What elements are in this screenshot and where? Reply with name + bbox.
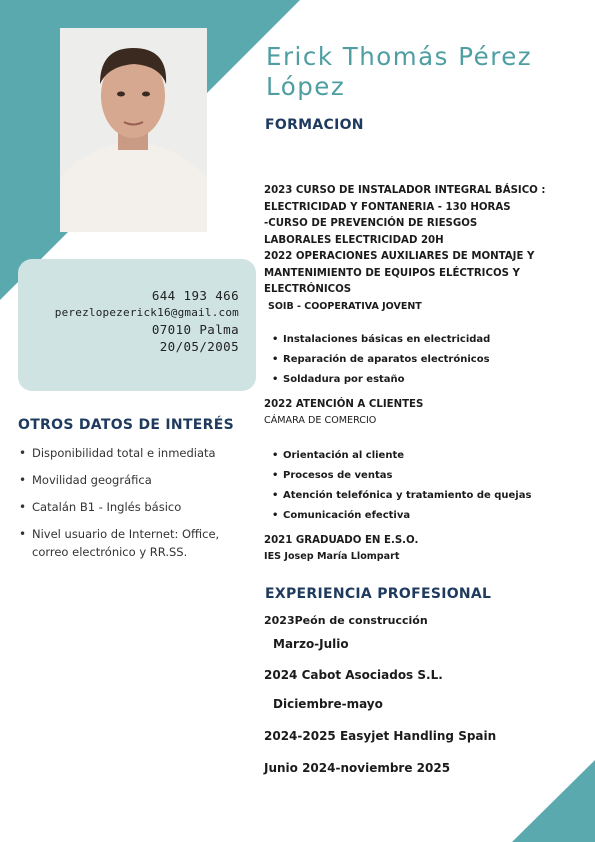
formacion-line: -CURSO DE PREVENCIÓN DE RIESGOS	[264, 218, 478, 229]
formacion-line: 2023 CURSO DE INSTALADOR INTEGRAL BÁSICO :	[264, 185, 546, 196]
electricity-skills-list	[270, 330, 490, 390]
contact-details	[55, 287, 239, 355]
atencion-institution: CÁMARA DE COMERCIO	[264, 415, 377, 426]
graduado-entry	[264, 533, 418, 565]
experience-line: 2024-2025 Easyjet Handling Spain	[264, 729, 497, 743]
list-item: • Reparación de aparatos electrónicos	[270, 350, 490, 370]
graduado-title: 2021 GRADUADO EN E.S.O.	[264, 535, 419, 546]
otros-datos-list	[18, 440, 250, 548]
graduado-school: IES Josep María Llompart	[264, 551, 400, 562]
atencion-title: 2022 ATENCIÓN A CLIENTES	[264, 399, 424, 410]
experience-line: 2023Peón de construcción	[264, 614, 428, 627]
list-item: • Soldadura por estaño	[270, 370, 490, 390]
experience-line: Junio 2024-noviembre 2025	[264, 761, 451, 775]
name-line-1: Erick Thomás Pérez	[266, 42, 533, 71]
list-item: • Movilidad geográfica	[18, 467, 250, 494]
profile-photo	[60, 28, 207, 232]
formacion-line: LABORALES ELECTRICIDAD 20H	[264, 234, 444, 246]
list-item: • Instalaciones básicas en electricidad	[270, 330, 490, 350]
name-line-2: López	[266, 72, 346, 101]
experience-line: Diciembre-mayo	[273, 697, 383, 711]
formacion-line: ELECTRICIDAD Y FONTANERIA - 130 HORAS	[264, 201, 511, 213]
experience-line: Marzo-Julio	[273, 637, 349, 651]
otros-datos-heading: OTROS DATOS DE INTERÉS	[18, 417, 234, 433]
list-item: • Comunicación efectiva	[270, 506, 531, 526]
candidate-name	[266, 42, 586, 102]
formacion-line: 2022 OPERACIONES AUXILIARES DE MONTAJE Y	[264, 251, 535, 262]
otros-item-continuation: correo electrónico y RR.SS.	[32, 545, 188, 559]
customer-service-skills-list	[270, 446, 531, 526]
address: 07010 Palma	[151, 322, 239, 337]
formacion-line: ELECTRÓNICOS	[264, 284, 352, 295]
email-address: perezlopezerick16@gmail.com	[54, 306, 239, 319]
formacion-provider: SOIB - COOPERATIVA JOVENT	[268, 300, 422, 312]
phone-number: 644 193 466	[151, 288, 239, 303]
list-item: • Orientación al cliente	[270, 446, 531, 466]
formacion-heading: FORMACION	[265, 117, 364, 133]
experience-line: 2024 Cabot Asociados S.L.	[264, 668, 443, 682]
atencion-clientes-entry	[264, 397, 423, 429]
list-item: • Catalán B1 - Inglés básico	[18, 494, 250, 521]
formacion-line: MANTENIMIENTO DE EQUIPOS ELÉCTRICOS Y	[264, 267, 520, 279]
list-item: • Atención telefónica y tratamiento de quejas	[270, 486, 531, 506]
list-item: • Procesos de ventas	[270, 466, 531, 486]
bottom-right-teal-triangle	[512, 760, 595, 842]
list-item: • Disponibilidad total e inmediata	[18, 440, 250, 467]
list-item: • Nivel usuario de Internet: Office,	[18, 521, 250, 548]
experiencia-heading: EXPERIENCIA PROFESIONAL	[265, 586, 492, 602]
formacion-courses	[264, 183, 564, 315]
birthdate: 20/05/2005	[159, 339, 239, 354]
contact-box	[18, 259, 256, 391]
